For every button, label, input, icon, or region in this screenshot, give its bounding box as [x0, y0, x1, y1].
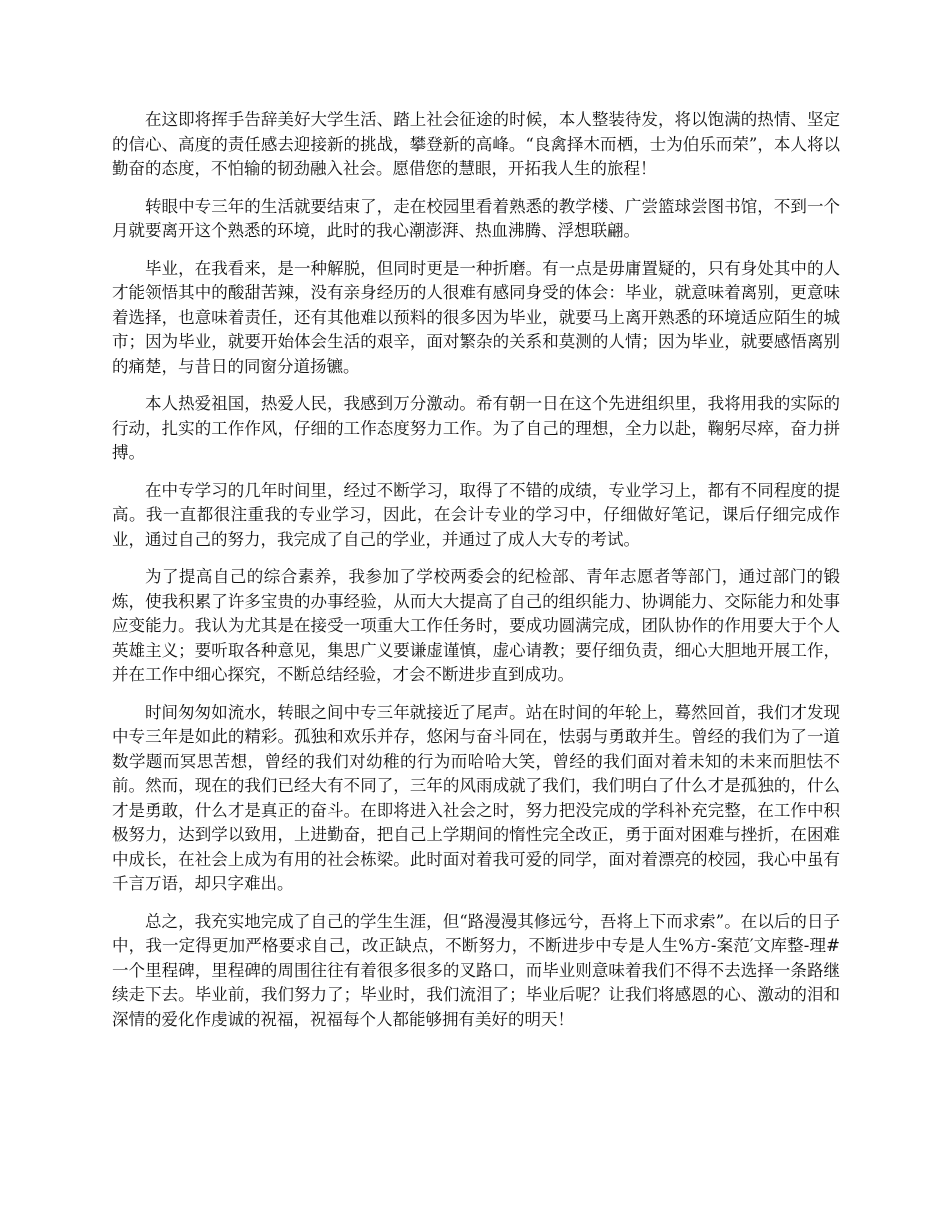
paragraph-8: 总之，我充实地完成了自己的学生生涯，但“路漫漫其修远兮，吾将上下而求索”。在以后的日子中，我一定得更加严格要求自己，改正缺点，不断努力，不断进步中专是人生%方-案范′文库整-理#一个里程碑，里程碑的周围往往有着很多很多的叉路口，而毕业则意味着我们不得不去选择一条路继续走下去。毕业前，我们努力了；毕业时，我们流泪了；毕业后呢？让我们将感恩的心、激动的泪和深情的爱化作虔诚的祝福，祝福每个人都能够拥有美好的明天！ — [112, 911, 840, 1029]
paragraph-1: 在这即将挥手告辞美好大学生活、踏上社会征途的时候，本人整装待发，将以饱满的热情、坚定的信心、高度的责任感去迎接新的挑战，攀登新的高峰。“良禽择木而栖，士为伯乐而荣”，本人将以勤奋的态度，不怕输的韧劲融入社会。愿借您的慧眼，开拓我人生的旅程！ — [112, 110, 840, 178]
paragraph-5: 在中专学习的几年时间里，经过不断学习，取得了不错的成绩，专业学习上，都有不同程度的提高。我一直都很注重我的专业学习，因此，在会计专业的学习中，仔细做好笔记，课后仔细完成作业，通过自己的努力，我完成了自己的学业，并通过了成人大专的考试。 — [112, 480, 840, 549]
paragraph-7: 时间匆匆如流水，转眼之间中专三年就接近了尾声。站在时间的年轮上，蓦然回首，我们才发现中专三年是如此的精彩。孤独和欢乐并存，悠闲与奋斗同在，怯弱与勇敢并生。曾经的我们为了一道数学题而冥思苦想，曾经的我们对幼稚的行为而哈哈大笑，曾经的我们面对着未知的未来而胆怯不前。然而，现在的我们已经大有不同了，三年的风雨成就了我们，我们明白了什么才是孤独的，什么才是勇敢，什么才是真正的奋斗。在即将进入社会之时，努力把没完成的学科补充完整，在工作中积极努力，达到学以致用，上进勤奋，把自己上学期间的惰性完全改正，勇于面对困难与挫折，在困难中成长，在社会上成为有用的社会栋梁。此时面对着我可爱的同学，面对着漂亮的校园，我心中虽有千言万语，却只字难出。 — [112, 702, 840, 893]
paragraph-2: 转眼中专三年的生活就要结束了，走在校园里看着熟悉的教学楼、广尝篮球尝图书馆，不到一个月就要离开这个熟悉的环境，此时的我心潮澎湃、热血沸腾、浮想联翩。 — [112, 196, 840, 240]
paragraph-3: 毕业，在我看来，是一种解脱，但同时更是一种折磨。有一点是毋庸置疑的，只有身处其中的人才能领悟其中的酸甜苦辣，没有亲身经历的人很难有感同身受的体会：毕业，就意味着离别，更意味着选择，也意味着责任，还有其他难以预料的很多因为毕业，就要马上离开熟悉的环境适应陌生的城市；因为毕业，就要开始体会生活的艰辛，面对繁杂的关系和莫测的人情；因为毕业，就要感悟离别的痛楚，与昔日的同窗分道扬镳。 — [112, 258, 840, 376]
paragraph-4: 本人热爱祖国，热爱人民，我感到万分激动。希有朝一日在这个先进组织里，我将用我的实际的行动，扎实的工作作风，仔细的工作态度努力工作。为了自己的理想，全力以赴，鞠躬尽瘁，奋力拼搏。 — [112, 394, 840, 462]
paragraph-6: 为了提高自己的综合素养，我参加了学校两委会的纪检部、青年志愿者等部门，通过部门的锻炼，使我积累了许多宝贵的办事经验，从而大大提高了自己的组织能力、协调能力、交际能力和处事应变能力。我认为尤其是在接受一项重大工作任务时，要成功圆满完成，团队协作的作用要大于个人英雄主义；要听取各种意见，集思广义要谦虚谨慎，虚心请教；要仔细负责，细心大胆地开展工作，并在工作中细心探究，不断总结经验，才会不断进步直到成功。 — [112, 567, 840, 684]
document-body — [112, 108, 840, 1045]
